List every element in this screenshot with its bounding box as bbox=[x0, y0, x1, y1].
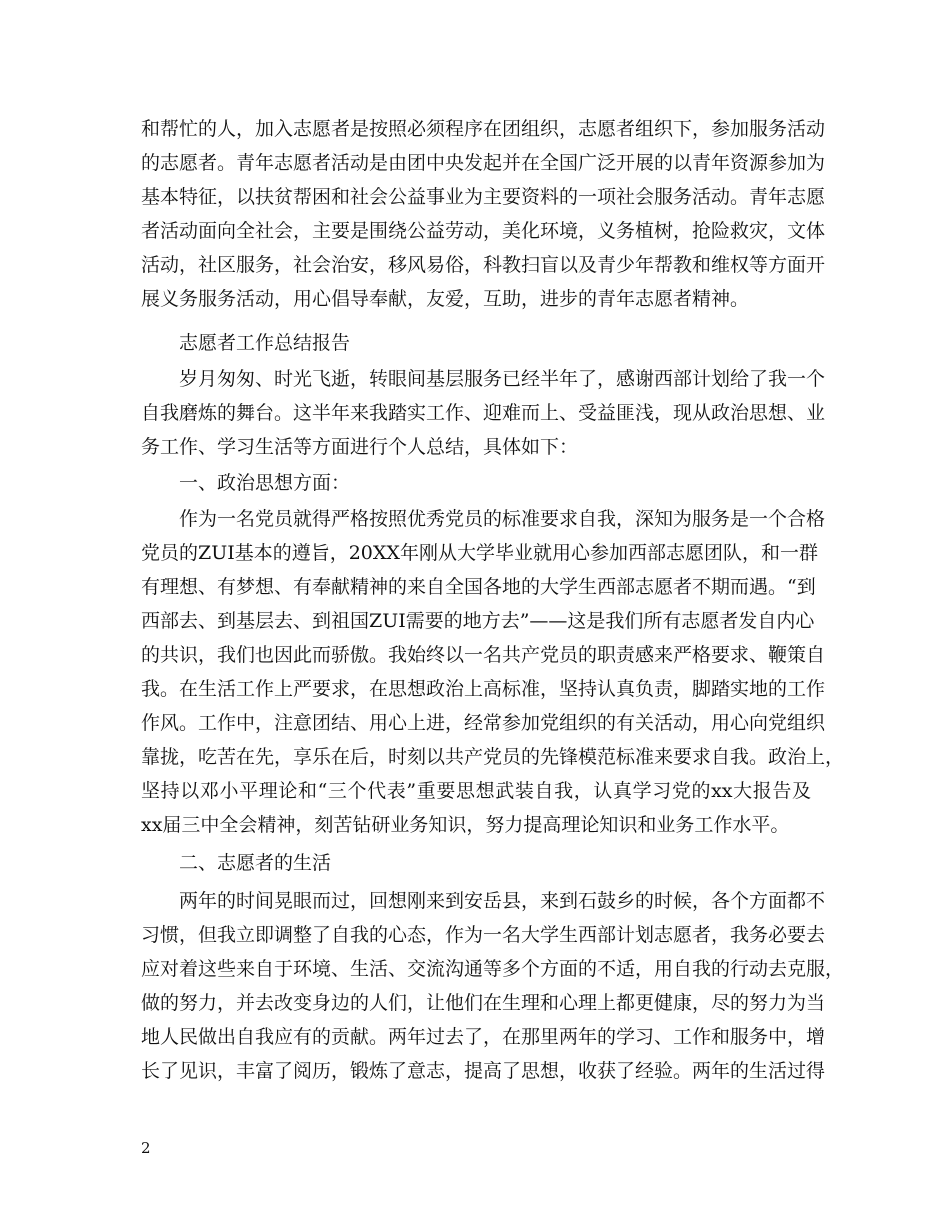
text-line: 和帮忙的人，加入志愿者是按照必须程序在团组织，志愿者组织下，参加服务活动 bbox=[141, 118, 826, 140]
text-line: 地人民做出自我应有的贡献。两年过去了，在那里两年的学习、工作和服务中，增 bbox=[141, 1026, 826, 1048]
text-line: 展义务服务活动，用心倡导奉献，友爱，互助，进步的青年志愿者精神。 bbox=[141, 288, 750, 310]
text-line: 坚持以邓小平理论和“三个代表”重要思想武装自我，认真学习党的xx大报告及 bbox=[141, 780, 811, 802]
text-line: 两年的时间晃眼而过，回想刚来到安岳县，来到石鼓乡的时候，各个方面都不 bbox=[179, 890, 826, 912]
text-line: 活动，社区服务，社会治安，移风易俗，科教扫盲以及青少年帮教和维权等方面开 bbox=[141, 254, 826, 276]
text-line: 的共识，我们也因此而骄傲。我始终以一名共产党员的职责感来严格要求、鞭策自 bbox=[141, 644, 826, 666]
text-line: 长了见识，丰富了阅历，锻炼了意志，提高了思想，收获了经验。两年的生活过得 bbox=[141, 1060, 826, 1082]
text-line: 有理想、有梦想、有奉献精神的来自全国各地的大学生西部志愿者不期而遇。“到 bbox=[141, 576, 816, 598]
text-line: 靠拢，吃苦在先，享乐在后，时刻以共产党员的先锋模范标准来要求自我。政治上， bbox=[141, 746, 845, 768]
text-line: 作风。工作中，注意团结、用心上进，经常参加党组织的有关活动，用心向党组织 bbox=[141, 712, 826, 734]
section-heading: 志愿者工作总结报告 bbox=[179, 332, 351, 354]
text-line: 西部去、到基层去、到祖国ZUI需要的地方去”——这是我们所有志愿者发自内心 bbox=[141, 610, 815, 632]
text-line: 作为一名党员就得严格按照优秀党员的标准要求自我，深知为服务是一个合格 bbox=[179, 508, 826, 530]
text-line: 基本特征，以扶贫帮困和社会公益事业为主要资料的一项社会服务活动。青年志愿 bbox=[141, 186, 826, 208]
text-line: 习惯，但我立即调整了自我的心态，作为一名大学生西部计划志愿者，我务必要去 bbox=[141, 924, 826, 946]
text-line: 党员的ZUI基本的遵旨，20XX年刚从大学毕业就用心参加西部志愿团队，和一群 bbox=[141, 542, 818, 564]
section-heading: 二、志愿者的生活 bbox=[179, 852, 332, 874]
section-heading: 一、政治思想方面： bbox=[179, 472, 351, 494]
text-line: 应对着这些来自于环境、生活、交流沟通等多个方面的不适，用自我的行动去克服， bbox=[141, 958, 845, 980]
text-line: 岁月匆匆、时光飞逝，转眼间基层服务已经半年了，感谢西部计划给了我一个 bbox=[179, 368, 826, 390]
text-line: 自我磨炼的舞台。这半年来我踏实工作、迎难而上、受益匪浅，现从政治思想、业 bbox=[141, 402, 826, 424]
text-line: xx届三中全会精神，刻苦钻研业务知识，努力提高理论知识和业务工作水平。 bbox=[141, 814, 790, 836]
text-line: 做的努力，并去改变身边的人们，让他们在生理和心理上都更健康，尽的努力为当 bbox=[141, 992, 826, 1014]
text-line: 我。在生活工作上严要求，在思想政治上高标准，坚持认真负责，脚踏实地的工作 bbox=[141, 678, 826, 700]
page-number: 2 bbox=[141, 1139, 151, 1157]
text-line: 的志愿者。青年志愿者活动是由团中央发起并在全国广泛开展的以青年资源参加为 bbox=[141, 152, 826, 174]
text-line: 者活动面向全社会，主要是围绕公益劳动，美化环境，义务植树，抢险救灾，文体 bbox=[141, 220, 826, 242]
text-line: 务工作、学习生活等方面进行个人总结，具体如下： bbox=[141, 436, 579, 458]
